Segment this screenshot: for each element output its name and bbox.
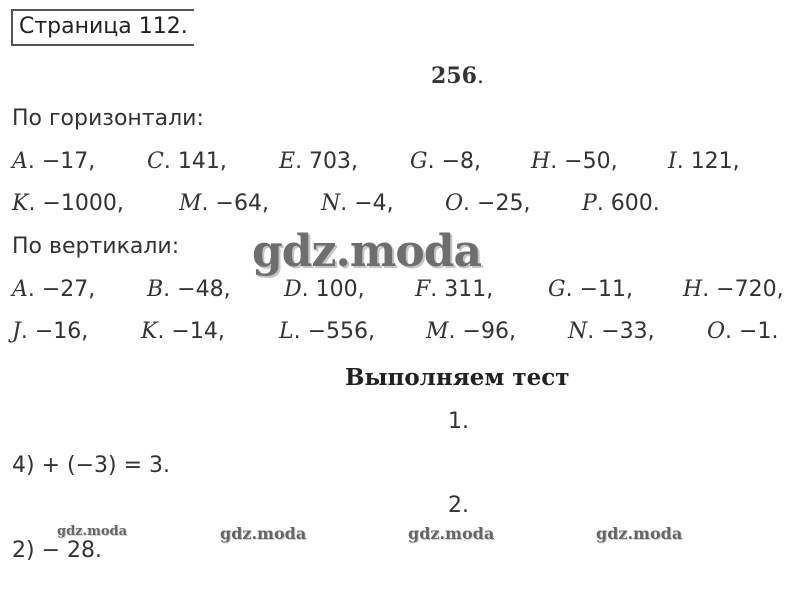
- answer-item: H. −720,: [683, 277, 784, 302]
- answer-item: L. −556,: [279, 319, 376, 344]
- answer-item: N. −4,: [321, 191, 394, 216]
- answer-item: C. 141,: [147, 149, 227, 174]
- test-item-2-number: 2.: [448, 493, 469, 518]
- answer-item: A. −27,: [12, 277, 96, 302]
- test-item-1-number: 1.: [448, 409, 469, 434]
- answer-item: N. −33,: [568, 319, 655, 344]
- answer-item: K. −14,: [141, 319, 225, 344]
- horizontal-row-2: [12, 189, 787, 219]
- answer-item: K. −1000,: [12, 191, 124, 216]
- test-item-1-answer: 4) + (−3) = 3.: [12, 453, 171, 478]
- answer-item: I. 121,: [668, 149, 740, 174]
- answer-item: H. −50,: [531, 149, 618, 174]
- exercise-number: 256: [431, 63, 477, 89]
- watermark-large: gdz.moda: [252, 226, 482, 277]
- answer-item: G. −8,: [410, 149, 481, 174]
- watermark-small-3: gdz.moda: [408, 524, 495, 543]
- exercise-dot: .: [476, 64, 484, 89]
- answer-item: G. −11,: [548, 277, 633, 302]
- page-label-box: [11, 9, 194, 46]
- watermark-small-1: gdz.moda: [57, 524, 128, 539]
- watermark-small-2: gdz.moda: [220, 524, 307, 543]
- vertical-row-1: [12, 275, 787, 305]
- horizontal-heading: По горизонтали:: [12, 106, 204, 131]
- horizontal-row-1: [12, 147, 787, 177]
- answer-item: M. −64,: [179, 191, 269, 216]
- answer-item: P. 600.: [582, 191, 660, 216]
- answer-item: M. −96,: [426, 319, 516, 344]
- answer-item: D. 100,: [284, 277, 365, 302]
- answer-item: O. −1.: [707, 319, 779, 344]
- vertical-heading: По вертикали:: [12, 234, 180, 259]
- answer-item: E. 703,: [279, 149, 359, 174]
- exercise-number-line: [431, 62, 484, 91]
- watermark-small-4: gdz.moda: [596, 524, 683, 543]
- page-label-underline: [11, 44, 189, 46]
- answer-item: A. −17,: [12, 149, 96, 174]
- answer-item: B. −48,: [147, 277, 231, 302]
- test-item-2-answer: 2) − 28.: [12, 538, 102, 563]
- vertical-row-2: [12, 317, 787, 347]
- answer-item: F. 311,: [415, 277, 494, 302]
- answer-item: J. −16,: [12, 319, 89, 344]
- test-heading: Выполняем тест: [345, 364, 570, 391]
- answer-item: O. −25,: [445, 191, 531, 216]
- page-label: Страница 112.: [19, 14, 188, 39]
